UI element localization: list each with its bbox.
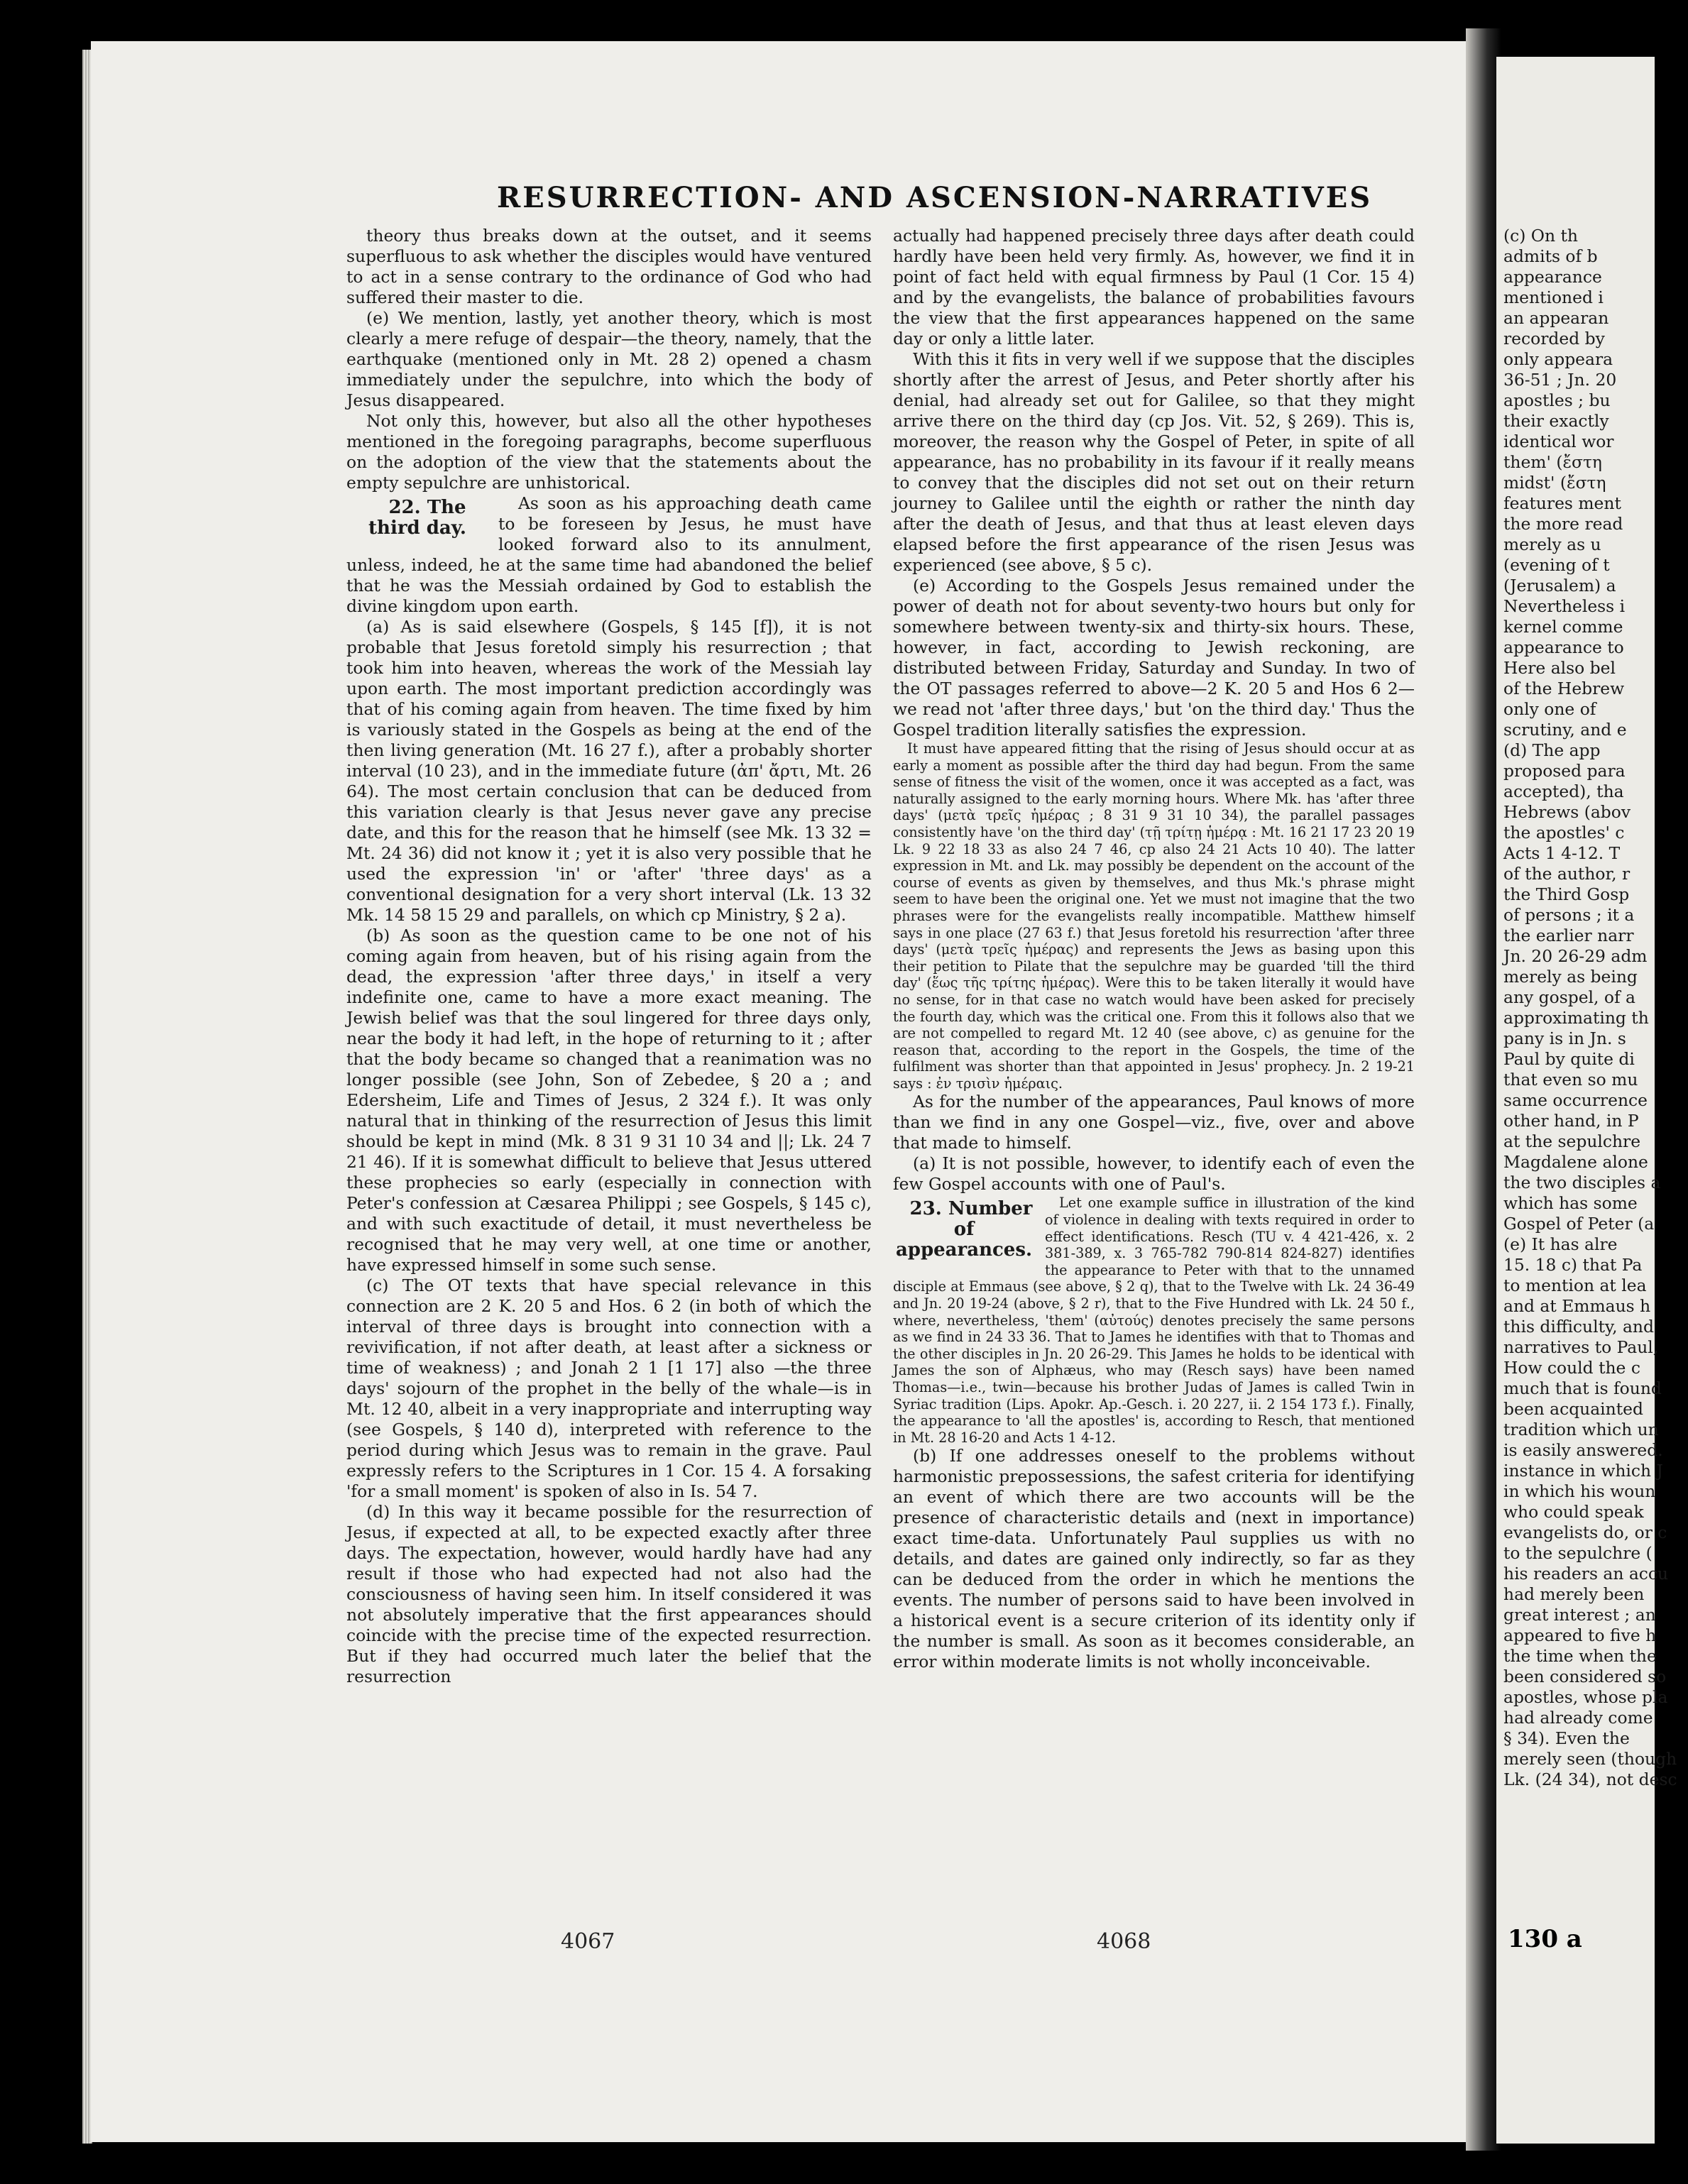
next-page-line: who could speak — [1503, 1502, 1644, 1522]
paragraph — [893, 1092, 1415, 1153]
paragraph — [346, 226, 872, 308]
paragraph — [346, 411, 872, 493]
next-page-line: had already come — [1503, 1708, 1653, 1728]
next-page-line: been considered so — [1503, 1667, 1667, 1686]
paragraph-text: (e) We mention, lastly, yet another theory, which is most clearly a mere refuge of despair—the theory, namely, that the earthquake (mentioned only in Mt. 28 2) opened a chasm immediately under the sepulchre, into which the body of Jesus disappeared. — [346, 308, 872, 410]
paragraph-text: (d) In this way it became possible for the resurrection of Jesus, if expected at all, to be expected exactly after three days. The expectation, however, would hardly have had any result if those who had expected had not also had the consciousness of having seen him. In itself considered it was not absolutely imperative that the first appearances should coincide with the precise time of the expected resurrection. But if they had occurred much later the belief that the resurrection — [346, 1502, 872, 1686]
paragraph-text: Not only this, however, but also all the other hypotheses mentioned in the foregoing paragraphs, become superfluous on the adoption of the view that the statements about the empty sepulchre are unhistorical. — [346, 411, 872, 493]
paragraph-text: actually had happened precisely three days after death could hardly have been held very firmly. As, however, we find it in point of fact held with equal firmness by Paul (1 Cor. 15 4) and by the evangelists, the balance of probabilities favours the view that the first appearances happened on the same day or only a little later. — [893, 226, 1415, 349]
next-page-line: recorded by — [1503, 329, 1605, 349]
next-page-line: Magdalene alone — [1503, 1152, 1648, 1172]
next-page-line: Here also bel — [1503, 658, 1616, 678]
next-page-line: midst' (ἔστη — [1503, 473, 1606, 493]
next-page-line: tradition which un — [1503, 1420, 1659, 1439]
paragraph — [346, 308, 872, 411]
next-page-line: the earlier narr — [1503, 926, 1634, 945]
next-page-line: evangelists do, or c — [1503, 1522, 1667, 1542]
next-page-line: identical wor — [1503, 432, 1614, 451]
paragraph — [346, 617, 872, 926]
next-page-line: the more read — [1503, 514, 1623, 534]
next-page-line: (e) It has alre — [1503, 1234, 1618, 1254]
next-page-line: only appeara — [1503, 349, 1613, 369]
next-page-line: proposed para — [1503, 761, 1626, 781]
next-page-line: How could the c — [1503, 1358, 1640, 1378]
note-paragraph — [893, 740, 1415, 1092]
next-page-line: is easily answered. — [1503, 1440, 1663, 1460]
next-page-line: Hebrews (abov — [1503, 802, 1631, 822]
paragraph-text: As for the number of the appearances, Paul knows of more than we find in any one Gospel—viz., five, over and above that made to himself. — [893, 1092, 1415, 1153]
next-page-line: his readers an accu — [1503, 1564, 1669, 1584]
next-page-line: (d) The app — [1503, 740, 1601, 760]
paragraph-text: theory thus breaks down at the outset, and it seems superfluous to ask whether the disciples would have ventured to act in a sense contrary to the ordinance of God who had suffered their master to die. — [346, 226, 872, 307]
next-page-line: Jn. 20 26-29 adm — [1503, 946, 1648, 966]
next-page-line: been acquainted — [1503, 1399, 1643, 1419]
next-page-line: Gospel of Peter (a — [1503, 1214, 1655, 1234]
paragraph-text: (e) According to the Gospels Jesus remained under the power of death not for about seventy-two hours but only for somewhere between twenty-six and thirty-six hours. These, however, in fact, according to Jewish reckoning, are distributed between Friday, Saturday and Sunday. In two of the OT passages referred to above—2 K. 20 5 and Hos 6 2—we read not 'after three days,' but 'on the third day.' Thus the Gospel tradition literally satisfies the expression. — [893, 576, 1415, 740]
paragraph — [346, 493, 872, 617]
next-page-line: to mention at lea — [1503, 1275, 1647, 1295]
next-page-line: the two disciples a — [1503, 1173, 1661, 1192]
next-page-line: the apostles' c — [1503, 823, 1625, 843]
next-page-line: same occurrence — [1503, 1090, 1648, 1110]
next-page-line: this difficulty, and — [1503, 1317, 1654, 1337]
next-page-line: in which his woun — [1503, 1481, 1656, 1501]
next-page-line: merely seen (though — [1503, 1749, 1677, 1769]
next-page-line: the time when the — [1503, 1646, 1657, 1666]
paragraph-text: (a) As is said elsewhere (Gospels, § 145 [f]), it is not probable that Jesus foretold simply his resurrection ; that took him into heaven, whereas the work of the Messiah lay upon earth. The most important prediction accordingly was that of his coming again from heaven. The time fixed by him is variously stated in the Gospels as being at the end of the then living generation (Mt. 16 27 f.), after a probably shorter interval (10 23), and in the immediate future (ἀπ' ἄρτι, Mt. 26 64). The most certain conclusion that can be deduced from this variation clearly is that Jesus never gave any precise date, and this for the reason that he himself (see Mk. 13 32 = Mt. 24 36) did not know it ; yet it is also very possible that he used the expression 'in' or 'after' 'three days' as a conventional designation for a very short interval (Lk. 13 32 Mk. 14 58 15 29 and parallels, on which cp Ministry, § 2 a). — [346, 617, 872, 925]
next-page-line: appearance — [1503, 267, 1602, 287]
next-page-line: which has some — [1503, 1193, 1638, 1213]
next-page-line: much that is found — [1503, 1378, 1662, 1398]
next-page-line: admits of b — [1503, 246, 1598, 266]
next-page-line: the Third Gosp — [1503, 884, 1630, 904]
next-page-line: approximating th — [1503, 1008, 1649, 1028]
section-heading: 23. Number of appearances. — [895, 1198, 1033, 1261]
page-number-right: 4068 — [1097, 1929, 1151, 1954]
next-page-line: § 34). Even the — [1503, 1728, 1630, 1748]
next-page-line: at the sepulchre — [1503, 1131, 1641, 1151]
next-page-line: that even so mu — [1503, 1070, 1638, 1090]
paragraph-text: It must have appeared fitting that the rising of Jesus should occur at as early a moment as possible after the third day had begun. From the same sense of fitness the visit of the women, once it was accepted as a fact, was naturally assigned to the early morning hours. Where Mk. has 'after three days' (μετὰ τρεῖς ἡμέρας ; 8 31 9 31 10 34), the parallel passages consistently have 'on the third day' (τῇ τρίτῃ ἡμέρᾳ : Mt. 16 21 17 23 20 19 Lk. 9 22 18 33 as also 24 7 46, cp also 24 21 Acts 10 40). The latter expression in Mt. and Lk. may possibly be dependent on the account of the course of events as given by themselves, and thus Mk.'s phrase might seem to have been the original one. Yet we must not imagine that the two phrases were for the evangelists really incompatible. Matthew himself says in one place (27 63 f.) that Jesus foretold his resurrection 'after three days' (μετὰ τρεῖς ἡμέρας) and represents the Jews as basing upon this their petition to Pilate that the sepulchre may be guarded 'till the third day' (ἕως τῆς τρίτης ἡμέρας). Were this to be taken literally it would have no sense, for in that case no watch would have been asked for precisely the fourth day, which was the critical one. From this it follows also that we are not compelled to regard Mt. 12 40 (see above, c) as genuine for the reason that, according to the report in the Gospels, the time of the fulfilment was shorter than that appointed in Jesus' prophecy. Jn. 2 19-21 says : ἐν τρισὶν ἡμέραις. — [893, 740, 1415, 1092]
next-page-line: 15. 18 c) that Pa — [1503, 1255, 1643, 1275]
note-paragraph — [893, 1195, 1415, 1446]
next-page-line: scrutiny, and e — [1503, 720, 1627, 740]
paragraph-text: (b) As soon as the question came to be one not of his coming again from heaven, but of his rising again from the dead, the expression 'after three days,' in itself a very indefinite one, came to have a more exact meaning. The Jewish belief was that the soul lingered for three days only, near the body it had left, in the hope of returning to it ; after that the body became so changed that a reanimation was no longer possible (see John, Son of Zebedee, § 20 a ; and Edersheim, Life and Times of Jesus, 2 324 f.). It was only natural that in thinking of the resurrection of Jesus this limit should be kept in mind (Mk. 8 31 9 31 10 34 and ||; Lk. 24 7 21 46). If it is somewhat difficult to believe that Jesus uttered these prophecies so early (especially in connection with Peter's confession at Cæsarea Philippi ; see Gospels, § 145 c), and with such exactitude of detail, it must nevertheless be recognised that he may very well, at one time or another, have expressed himself in some such sense. — [346, 926, 872, 1275]
next-page-line: great interest ; an — [1503, 1605, 1656, 1625]
next-page-line: merely as u — [1503, 534, 1601, 554]
next-page-line: 36-51 ; Jn. 20 — [1503, 370, 1617, 390]
next-page-line: appeared to five h — [1503, 1625, 1657, 1645]
next-page-line: apostles, whose pla — [1503, 1687, 1668, 1707]
paragraph-text: (a) It is not possible, however, to identify each of even the few Gospel accounts with one of Paul's. — [893, 1153, 1415, 1195]
next-page-line: appearance to — [1503, 637, 1624, 657]
next-page-text — [1503, 226, 1688, 1790]
next-page-line: merely as being — [1503, 967, 1638, 987]
next-page-line: instance in which J — [1503, 1461, 1663, 1481]
paragraph-text: With this it fits in very well if we suppose that the disciples shortly after the arrest of Jesus, and Peter shortly after his denial, had already set out for Galilee, so that they might arrive there on the third day (cp Jos. Vit. 52, § 269). This is, moreover, the reason why the Gospel of Peter, in spite of all appearance, has no probability in its favour if it really means to convey that the disciples did not set out on their return journey to Galilee until the eighth or rather the ninth day after the death of Jesus, and that thus at least eleven days elapsed before the first appearance of the risen Jesus was experienced (see above, § 5 c). — [893, 349, 1415, 575]
left-column — [346, 226, 872, 1687]
next-page-line: Acts 1 4-12. T — [1503, 843, 1621, 863]
next-page-line: their exactly — [1503, 411, 1609, 431]
next-page-line: accepted), tha — [1503, 781, 1624, 801]
right-column — [893, 226, 1415, 1672]
running-header: RESURRECTION- AND ASCENSION-NARRATIVES — [497, 181, 1373, 214]
next-page-line: Lk. (24 34), not desc — [1503, 1769, 1677, 1789]
next-page-line: narratives to Paul, — [1503, 1337, 1659, 1357]
next-page-line: to the sepulchre ( — [1503, 1543, 1653, 1563]
next-page-line: only one of — [1503, 699, 1596, 719]
section-heading: 22. The third day. — [368, 497, 466, 539]
next-page-line: any gospel, of a — [1503, 987, 1636, 1007]
page-number-left: 4067 — [561, 1929, 615, 1954]
next-page-line: mentioned i — [1503, 287, 1604, 307]
next-page-line: an appearan — [1503, 308, 1609, 328]
paragraph — [893, 226, 1415, 349]
paragraph — [893, 1446, 1415, 1672]
next-page-line: features ment — [1503, 493, 1621, 513]
paragraph — [893, 349, 1415, 576]
paragraph — [346, 1275, 872, 1502]
paragraph-text: (c) The OT texts that have special relevance in this connection are 2 K. 20 5 and Hos. 6 2 (in both of which the interval of three days is brought into connection with a revivification, if not after death, at least after a sickness or time of weakness) ; and Jonah 2 1 [1 17] also —the three days' sojourn of the prophet in the belly of the whale—is in Mt. 12 40, albeit in a very inappropriate and interrupting way (see Gospels, § 140 d), interpreted with reference to the period during which Jesus was to remain in the grave. Paul expressly refers to the Scriptures in 1 Cor. 15 4. A forsaking 'for a small moment' is spoken of also in Is. 54 7. — [346, 1275, 872, 1501]
next-page-line: Nevertheless i — [1503, 596, 1626, 616]
next-page-line: Paul by quite di — [1503, 1049, 1635, 1069]
next-page-number: 130 a — [1508, 1925, 1582, 1953]
next-page-line: had merely been — [1503, 1584, 1645, 1604]
next-page-line: pany is in Jn. s — [1503, 1028, 1626, 1048]
paragraph — [346, 926, 872, 1275]
next-page-line: (evening of t — [1503, 555, 1610, 575]
next-page-line: of the Hebrew — [1503, 679, 1625, 698]
paragraph — [346, 1502, 872, 1687]
paragraph — [893, 1153, 1415, 1195]
next-page-line: of persons ; it a — [1503, 905, 1635, 925]
next-page-line: of the author, r — [1503, 864, 1631, 884]
paragraph-text: As soon as his approaching death came to be foreseen by Jesus, he must have looked forward also to its annulment, unless, indeed, he at the same time had abandoned the belief that he was the Messiah ordained by God to establish the divine kingdom upon earth. — [346, 493, 872, 616]
next-page-line: them' (ἔστη — [1503, 452, 1602, 472]
paragraph-text: Let one example suffice in illustration of the kind of violence in dealing with texts required in order to effect identifications. Resch (TU v. 4 421-426, x. 2 381-389, x. 3 765-782 790-814 824-827) identifies the appearance to Peter with that to the unnamed disciple at Emmaus (see above, § 2 q), that to the Twelve with Lk. 24 36-49 and Jn. 20 19-24 (above, § 2 r), that to the Five Hundred with Lk. 24 50 f., where, nevertheless, 'them' (αὐτούς) denotes precisely the same persons as we find in 24 33 36. That to James he identifies with that to Thomas and the other disciples in Jn. 20 26-29. This James he holds to be identical with James the son of Alphæus, who may (Resch says) have been named Thomas—i.e., twin—because his brother Judas of James is called Twin in Syriac tradition (Lips. Apokr. Ap.-Gesch. i. 20 227, ii. 2 154 173 f.). Finally, the appearance to 'all the apostles' is, according to Resch, that mentioned in Mt. 28 16-20 and Acts 1 4-12. — [893, 1195, 1415, 1446]
next-page-line: and at Emmaus h — [1503, 1296, 1651, 1316]
next-page-line: (Jerusalem) a — [1503, 576, 1616, 596]
next-page-line: kernel comme — [1503, 617, 1623, 637]
next-page-line: apostles ; bu — [1503, 390, 1611, 410]
paragraph — [893, 576, 1415, 740]
next-page-line: (c) On th — [1503, 226, 1578, 246]
paragraph-text: (b) If one addresses oneself to the problems without harmonistic prepossessions, the safest criteria for identifying an event of which there are two accounts will be the presence of characteristic details and (next in importance) exact time-data. Unfortunately Paul supplies us with no details, and dates are gained only indirectly, so far as they can be deduced from the order in which he mentions the events. The number of persons said to have been involved in a historical event is a secure criterion of its identity only if the number is small. As soon as it becomes considerable, an error within moderate limits is not wholly inconceivable. — [893, 1446, 1415, 1672]
next-page-line: other hand, in P — [1503, 1111, 1639, 1131]
